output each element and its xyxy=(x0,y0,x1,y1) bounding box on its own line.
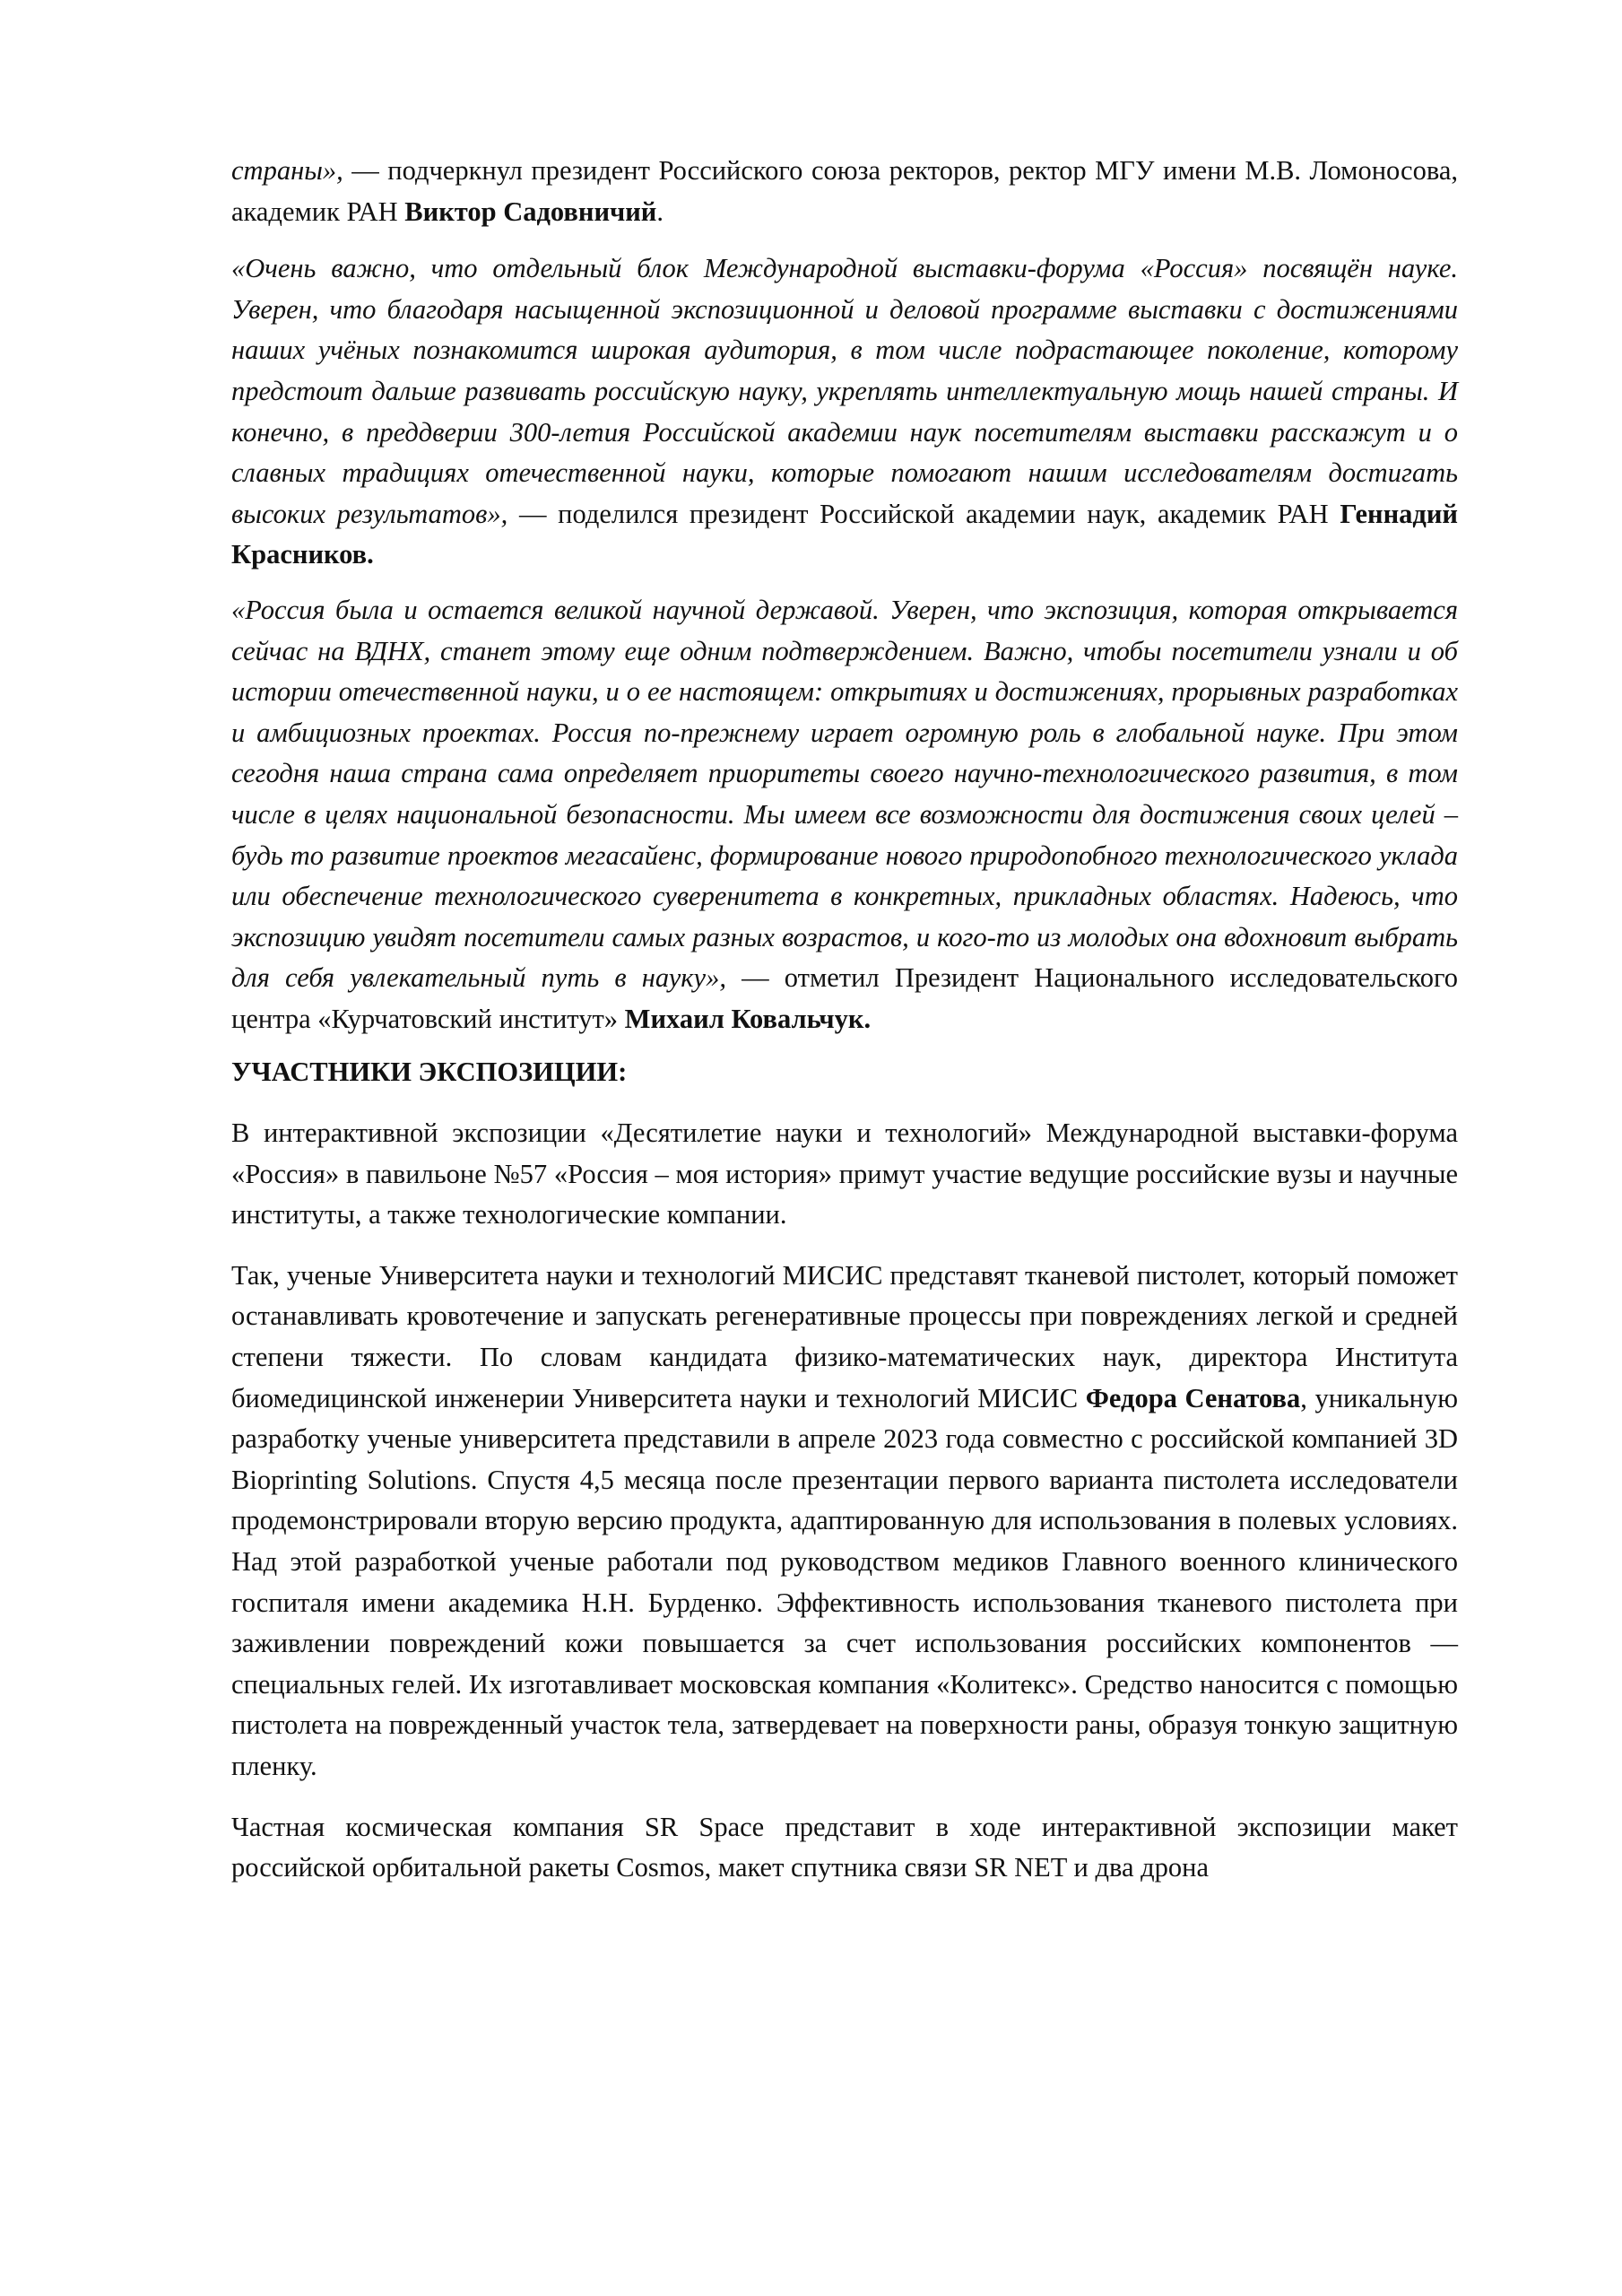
person-name: Федора Сенатова xyxy=(1085,1382,1301,1413)
body-text: , уникальную разработку ученые университета представили в апреле 2023 года совместно с российской компанией 3D Bioprinting Solutions. Спустя 4,5 месяца после презентации первого варианта пистолета исследователи продемонстрировали вторую версию продукта, адаптированную для использования в полевых условиях. Над этой разработкой ученые работали под руководством медиков Главного военного клинического госпиталя имени академика Н.Н. Бурденко. Эффективность использования тканевого пистолета при заживлении повреждений кожи повышается за счет использования российских компонентов — специальных гелей. Их изготавливает московская компания «Колитекс». Средство наносится с помощью пистолета на поврежденный участок тела, затвердевает на поверхности раны, образуя тонкую защитную пленку. xyxy=(231,1382,1458,1781)
document-page xyxy=(231,151,1458,1909)
section-heading: УЧАСТНИКИ ЭКСПОЗИЦИИ: xyxy=(231,1057,628,1088)
quote-text: «Россия была и остается великой научной державой. Уверен, что экспозиция, которая открывается сейчас на ВДНХ, станет этому еще одним подтверждением. Важно, чтобы посетители узнали и об истории отечественной науки, и о ее настоящем: открытиях и достижениях, прорывных разработках и амбициозных проектах. Россия по-прежнему играет огромную роль в глобальной науке. При этом сегодня наша страна сама определяет приоритеты своего научно-технологического развития, в том числе в целях национальной безопасности. Мы имеем все возможности для достижения своих целей – будь то развитие проектов мегасайенс, формирование нового природопобного технологического уклада или обеспечение технологического суверенитета в конкретных, прикладных областях. Надеюсь, что экспозицию увидят посетители самых разных возрастов, и кого-то из молодых она вдохновит выбрать для себя увлекательный путь в науку», xyxy=(231,594,1458,994)
attribution-text: — отметил Президент Национального исследовательского центра «Курчатовский институт» xyxy=(231,962,1458,1034)
speaker-name: Геннадий Красников. xyxy=(231,498,1458,570)
paragraph-misis xyxy=(231,1256,1458,1787)
attribution-text: — поделился президент Российской академии наук, академик РАН xyxy=(507,498,1340,529)
speaker-name: Михаил Ковальчук. xyxy=(624,1003,872,1034)
paragraph-kovalchuk xyxy=(231,590,1458,1040)
punctuation: . xyxy=(656,196,664,227)
speaker-name: Виктор Садовничий xyxy=(404,196,657,227)
paragraph-intro: В интерактивной экспозиции «Десятилетие науки и технологий» Международной выставки-форума «Россия» в павильоне №57 «Россия – моя история» примут участие ведущие российские вузы и научные институты, а также технологические компании. xyxy=(231,1118,1458,1231)
body-text: Так, ученые Университета науки и технологий МИСИС представят тканевой пистолет, который поможет останавливать кровотечение и запускать регенеративные процессы при повреждениях легкой и средней степени тяжести. По словам кандидата физико-математических наук, директора Института биомедицинской инженерии Университета науки и технологий МИСИС xyxy=(231,1259,1458,1413)
paragraph-sadovnichy xyxy=(231,151,1458,232)
paragraph-sr-space: Частная космическая компания SR Space представит в ходе интерактивной экспозиции макет российской орбитальной ракеты Cosmos, макет спутника связи SR NET и два дрона xyxy=(231,1811,1458,1883)
attribution-text: — подчеркнул президент Российского союза ректоров, ректор МГУ имени М.В. Ломоносова, академик РАН xyxy=(231,155,1458,227)
quote-text: «Очень важно, что отдельный блок Международной выставки-форума «Россия» посвящён науке. Уверен, что благодаря насыщенной экспозиционной и деловой программе выставки с достижениями наших учёных познакомится широкая аудитория, в том числе подрастающее поколение, которому предстоит дальше развивать российскую науку, укреплять интеллектуальную мощь нашей страны. И конечно, в преддверии 300-летия Российской академии наук посетителям выставки расскажут и о славных традициях отечественной науки, которые помогают нашим исследователям достигать высоких результатов», xyxy=(231,253,1458,529)
quote-tail: страны», xyxy=(231,155,343,186)
paragraph-krasnikov xyxy=(231,248,1458,576)
